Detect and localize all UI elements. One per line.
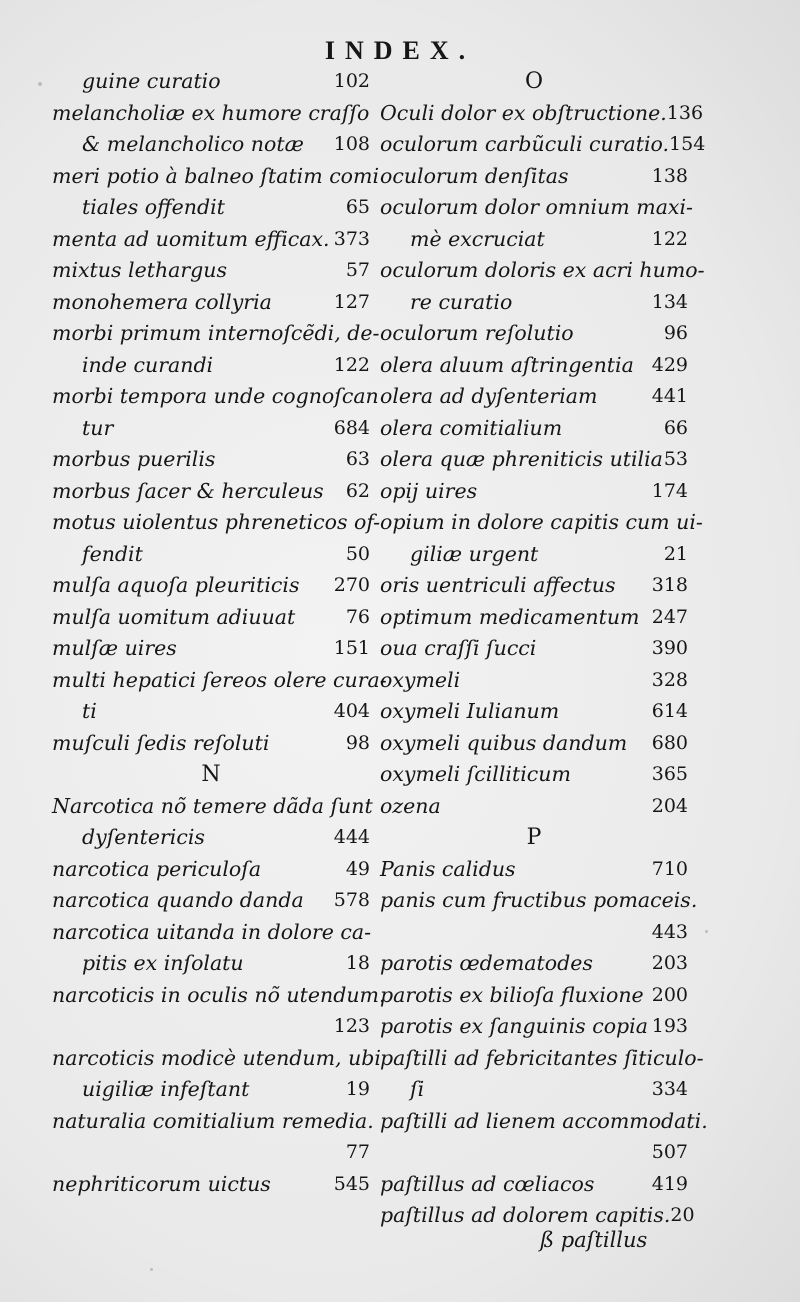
index-entry [52,287,370,319]
entry-text: oculorum denſitas [380,163,569,188]
entry-text: N [201,762,221,787]
entry-text: oculorum carbũculi curatio. [380,132,670,156]
index-entry [52,413,370,445]
index-entry [52,948,370,980]
index-entry [52,66,370,98]
page-number: 200 [651,983,688,1006]
section-letter [52,759,370,791]
index-entry [380,1169,688,1201]
entry-text: meri potio à balneo ſtatim comi [52,163,380,188]
entry-text: menta ad uomitum efficax. [52,226,330,251]
index-column-right [380,66,708,1232]
ink-speck [38,82,42,86]
page-header: INDEX. [324,36,476,65]
entry-text: olera aluum aſtringentia [380,352,634,377]
entry-text: P [526,825,542,850]
page-number: 134 [651,290,688,313]
index-entry [380,980,688,1012]
index-entry [52,980,386,1012]
index-entry [52,1011,370,1043]
index-entry [380,161,688,193]
index-entry [380,1074,688,1106]
page-number: 444 [333,826,370,848]
index-entry [380,854,688,886]
ink-speck [705,930,708,933]
page-number: 96 [663,322,688,344]
index-entry [380,255,705,287]
entry-text: olera ad dyſenteriam [380,384,598,408]
index-entry [52,192,370,224]
index-entry [380,444,688,476]
entry-text: oua craſſi ſucci [380,636,537,660]
section-letter [380,822,688,854]
entry-text: oculorum doloris ex acri humo- [380,258,705,282]
index-entry [380,917,688,949]
index-entry [380,224,688,256]
entry-text: narcoticis in oculis nõ utendum. [52,982,386,1007]
entry-text: Oculi dolor ex obſtructione. [380,100,667,125]
index-entry [52,570,370,602]
entry-text: paſtillus ad cœliacos [380,1171,595,1196]
page-number: 98 [345,731,370,754]
entry-text: nephriticorum uictus [52,1171,271,1196]
index-entry [380,129,706,161]
entry-text: tiales offendit [82,195,225,219]
page-number: 507 [651,1141,688,1163]
entry-text: oculorum reſolutio [380,321,574,345]
page-number: 614 [651,700,688,722]
page-number: 122 [651,227,688,250]
entry-text: O [524,69,544,94]
index-entry [380,665,688,697]
entry-text: monohemera collyria [52,289,272,314]
page-number: 318 [651,574,688,596]
page-number: 53 [663,448,688,470]
index-entry [52,1137,370,1169]
index-entry [52,1169,370,1201]
entry-text: olera comitialium [380,415,563,440]
index-entry [380,602,688,634]
index-entry [52,476,370,508]
page-number: 174 [651,479,688,502]
entry-text: ſi [410,1077,425,1101]
page-number: 108 [333,133,370,155]
entry-text: pitis ex inſolatu [82,951,244,975]
index-entry [52,917,370,949]
entry-text: narcotica quando danda [52,888,304,912]
entry-text: & melancholico notæ [82,132,304,156]
entry-text: paſtillus ad dolorem capitis. [380,1203,671,1227]
index-entry [380,1137,688,1169]
entry-text: ti [82,699,97,723]
index-entry [380,507,703,539]
index-entry [380,1011,688,1043]
page-number: 138 [651,164,688,187]
index-entry [380,1043,704,1075]
index-entry [52,1106,374,1138]
page-number: 684 [333,416,370,439]
entry-text: paſtilli ad lienem accommodati. [380,1108,708,1133]
page-number: 21 [663,542,688,565]
entry-text: fendit [82,541,143,566]
entry-text: giliæ urgent [410,541,539,566]
entry-text: optimum medicamentum [380,604,640,629]
index-entry [380,633,688,665]
index-entry [52,791,373,823]
index-entry [52,665,387,697]
page-number: 328 [651,668,688,691]
entry-text: narcotica periculoſa [52,856,262,881]
entry-text: parotis œdematodes [380,951,593,975]
entry-text: dyſentericis [82,825,205,849]
index-entry [52,885,370,917]
index-entry [52,696,370,728]
index-entry [380,1106,708,1138]
index-entry [380,413,688,445]
entry-text: opij uires [380,478,478,503]
page-number: 19 [345,1078,370,1100]
index-entry [52,350,370,382]
page-number: 404 [333,700,370,722]
index-entry [380,98,704,130]
entry-text: oxymeli ſcilliticum [380,762,571,786]
entry-text: inde curandi [82,352,214,377]
entry-text: morbus puerilis [52,447,216,471]
entry-text: mulſæ uires [52,636,177,660]
entry-text: melancholiæ ex humore craſſo [52,100,370,125]
index-entry [52,539,370,571]
entry-text: oxymeli [380,667,461,692]
entry-text: morbi primum internoſcẽdi, de- [52,321,380,345]
page-number: 18 [345,952,370,974]
entry-text: ozena [380,793,441,818]
entry-text: naturalia comitialium remedia. [52,1108,374,1133]
index-entry [380,948,688,980]
page-number: 373 [333,227,370,250]
page-number: 65 [345,196,370,218]
page-number: 66 [663,416,688,439]
page-number: 578 [333,889,370,911]
page-number: 443 [651,920,688,943]
page-number: 50 [345,542,370,565]
page-number: 203 [651,952,688,974]
entry-text: narcoticis modicè utendum, ubi [52,1045,381,1070]
page-number: 247 [651,605,688,628]
entry-text: re curatio [410,289,513,314]
page-number: 419 [651,1172,688,1195]
page-number: 102 [333,70,370,92]
index-entry [380,1200,695,1232]
index-entry [52,728,370,760]
page-number: 545 [333,1172,370,1195]
entry-text: oxymeli quibus dandum [380,730,628,755]
page-number: 57 [345,259,370,281]
section-letter [380,66,688,98]
index-entry [52,255,370,287]
page-number: 334 [651,1078,688,1100]
index-entry [380,885,698,917]
page-number: 123 [333,1015,370,1037]
index-entry [52,444,370,476]
index-entry [52,129,370,161]
index-entry [380,350,688,382]
entry-text: panis cum fructibus pomaceis. [380,888,698,912]
index-entry [380,318,688,350]
page-number: 365 [651,763,688,785]
entry-text: olera quæ phreniticis utilia [380,447,663,471]
entry-text: mixtus lethargus [52,258,228,282]
index-entry [380,696,688,728]
page-number: 390 [651,637,688,659]
index-entry [380,539,688,571]
page-number: 49 [345,857,370,880]
entry-text: narcotica uitanda in dolore ca- [52,919,372,944]
entry-text: Narcotica nõ temere dãda ſunt [52,793,373,818]
page-number: 122 [333,353,370,376]
index-entry [380,570,688,602]
page-number: 680 [651,731,688,754]
entry-text: Panis calidus [380,856,516,881]
entry-text: opium in dolore capitis cum ui- [380,510,703,534]
entry-text: paſtilli ad febricitantes ſiticulo- [380,1045,704,1070]
index-entry [380,287,688,319]
page-number: 136 [666,101,704,124]
page-number: 62 [345,479,370,502]
page-number: 20 [670,1204,695,1226]
index-entry [52,381,379,413]
catchword: ß paſtillus [540,1228,648,1252]
entry-text: motus uiolentus phreneticos of- [52,510,381,534]
entry-text: oris uentriculi affectus [380,573,616,597]
index-entry [380,728,688,760]
index-entry [380,192,693,224]
page-number: 76 [345,605,370,628]
ink-speck [150,1268,153,1271]
index-entry [380,476,688,508]
entry-text: mulſa aquoſa pleuriticis [52,573,300,597]
page-number: 77 [345,1141,370,1163]
entry-text: oxymeli Iulianum [380,699,560,723]
page-number: 154 [669,133,706,155]
index-entry [52,161,380,193]
index-entry [380,791,688,823]
page-number: 710 [651,857,688,880]
index-column-left [52,66,387,1200]
index-entry [52,1074,370,1106]
page-number: 63 [345,448,370,470]
entry-text: morbus ſacer & herculeus [52,478,324,503]
page-number: 429 [651,353,688,376]
index-entry [52,822,370,854]
entry-text: oculorum dolor omnium maxi- [380,195,693,219]
index-entry [52,854,370,886]
page-number: 151 [333,637,370,659]
index-entry [52,1043,381,1075]
index-entry [52,507,381,539]
entry-text: parotis ex bilioſa fluxione [380,982,644,1007]
entry-text: parotis ex ſanguinis copia [380,1014,648,1038]
index-entry [380,381,688,413]
entry-text: morbi tempora unde cognoſcan [52,384,379,408]
entry-text: guine curatio [82,69,221,93]
index-entry [52,602,370,634]
entry-text: uigiliæ infeſtant [82,1077,250,1101]
index-entry [380,759,688,791]
page-number: 204 [651,794,688,817]
index-entry [52,98,370,130]
index-entry [52,318,380,350]
entry-text: multi hepatici ſereos olere cura- [52,667,387,692]
entry-text: tur [82,415,114,440]
entry-text: mè excruciat [410,226,545,251]
index-entry [52,224,370,256]
page-number: 270 [333,574,370,596]
page-number: 193 [651,1015,688,1037]
page-number: 127 [333,290,370,313]
entry-text: mulſa uomitum adiuuat [52,604,296,629]
page-number: 441 [651,385,688,407]
index-entry [52,633,370,665]
entry-text: muſculi ſedis reſoluti [52,730,270,755]
